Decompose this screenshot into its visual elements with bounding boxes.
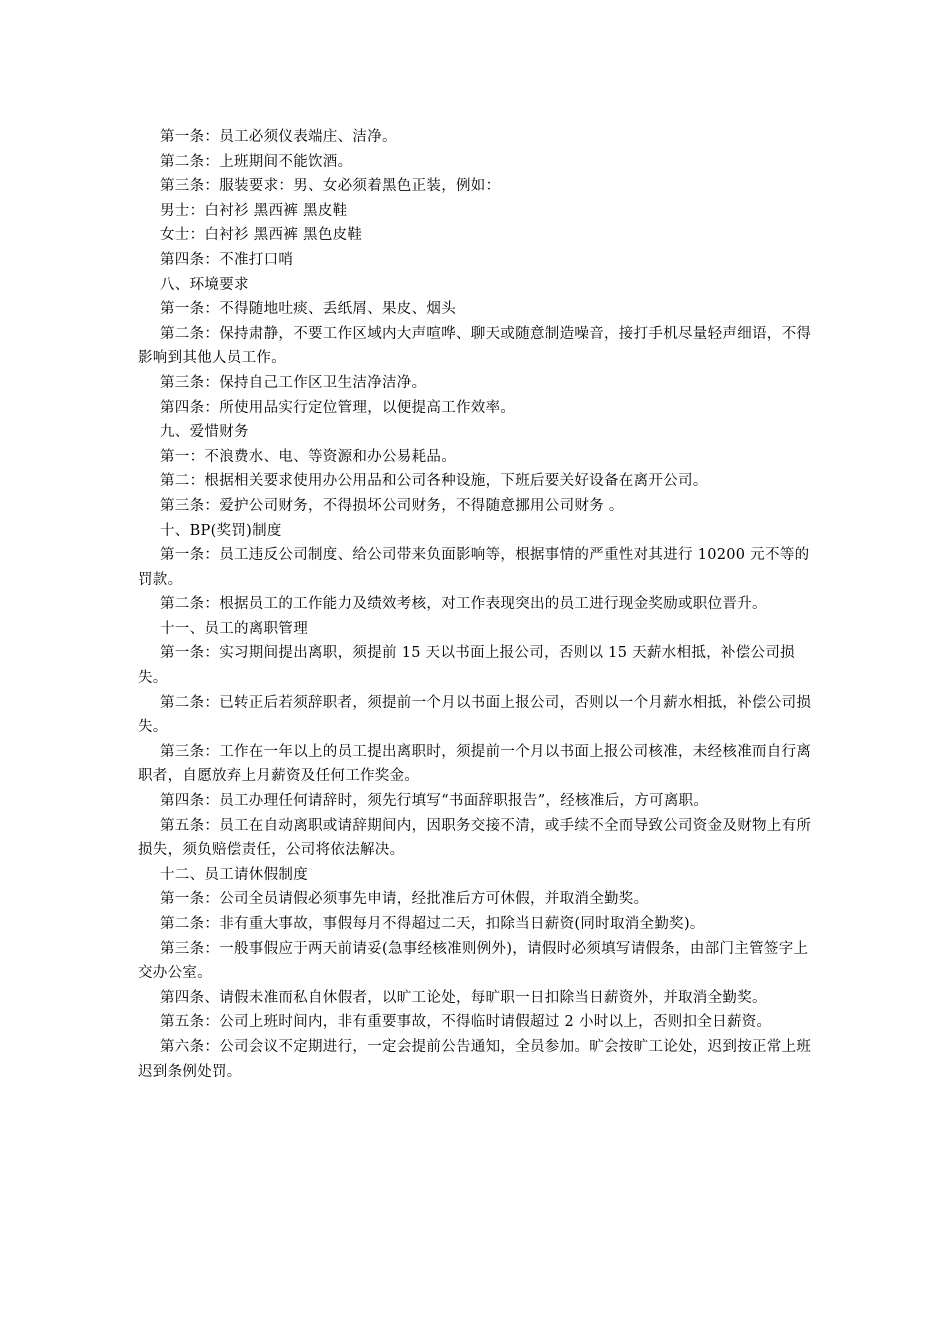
leave-rule-5: 第五条：公司上班时间内，非有重要事故，不得临时请假超过 2 小时以上，否则扣全日薪资。	[160, 1014, 772, 1031]
leave-rule-2: 第二条：非有重大事故，事假每月不得超过二天，扣除当日薪资(同时取消全勤奖)。	[160, 916, 705, 932]
environment-rule-3: 第三条：保持自己工作区卫生洁净洁净。	[160, 374, 427, 391]
rule-appearance: 第一条：员工必须仪表端庄、洁净。	[160, 129, 397, 145]
rewards-rule-2: 第二条：根据员工的工作能力及绩效考核，对工作表现突出的员工进行现金奖励或职位晋升。	[160, 596, 767, 613]
environment-rule-4: 第四条：所使用品实行定位管理，以便提高工作效率。	[160, 399, 516, 416]
leave-rule-3: 第三条：一般事假应于两天前请妥(急事经核准则例外)，请假时必须填写请假条，由部门主管签字上交办公室。	[138, 940, 809, 982]
rule-dress-code: 第三条：服装要求：男、女必须着黑色正装，例如：	[160, 178, 501, 195]
environment-rule-1: 第一条：不得随地吐痰、丢纸屑、果皮、烟头	[160, 301, 456, 318]
property-rule-3: 第三条：爱护公司财务，不得损坏公司财务，不得随意挪用公司财务 。	[160, 497, 624, 514]
resignation-rule-2: 第二条：已转正后若须辞职者，须提前一个月以书面上报公司，否则以一个月薪水相抵，补偿公司损失。	[138, 694, 812, 736]
property-rule-2: 第二：根据相关要求使用办公用品和公司各种设施，下班后要关好设备在离开公司。	[160, 473, 708, 490]
document-body	[138, 125, 812, 1084]
rewards-rule-1: 第一条：员工违反公司制度、给公司带来负面影响等，根据事情的严重性对其进行 10200 元不等的罚款。	[138, 547, 810, 588]
property-rule-1: 第一：不浪费水、电、等资源和办公易耗品。	[160, 448, 456, 465]
section-heading-leave: 十二、员工请休假制度	[160, 866, 308, 883]
dress-code-men: 男士：白衬衫 黑西裤 黑皮鞋	[160, 202, 348, 219]
leave-rule-1: 第一条：公司全员请假必须事先申请，经批准后方可休假，并取消全勤奖。	[160, 891, 649, 908]
section-heading-rewards-penalties: 十、BP(奖罚)制度	[160, 522, 282, 539]
dress-code-women: 女士：白衬衫 黑西裤 黑色皮鞋	[160, 227, 363, 244]
section-heading-environment: 八、环境要求	[160, 276, 249, 293]
rule-no-drinking: 第二条：上班期间不能饮酒。	[160, 153, 353, 170]
section-heading-resignation: 十一、员工的离职管理	[160, 620, 308, 637]
section-heading-property: 九、爱惜财务	[160, 424, 249, 441]
resignation-rule-3: 第三条：工作在一年以上的员工提出离职时，须提前一个月以书面上报公司核准，未经核准而自行离职者，自愿放弃上月薪资及任何工作奖金。	[138, 743, 812, 785]
resignation-rule-4: 第四条：员工办理任何请辞时，须先行填写“书面辞职报告”，经核准后，方可离职。	[160, 793, 709, 810]
environment-rule-2: 第二条：保持肃静，不要工作区域内大声喧哗、聊天或随意制造噪音，接打手机尽量轻声细语，不得影响到其他人员工作。	[138, 325, 812, 367]
rule-no-whistling: 第四条：不准打口哨	[160, 251, 294, 268]
leave-rule-4: 第四条、请假未准而私自休假者，以旷工论处，每旷职一日扣除当日薪资外，并取消全勤奖。	[160, 989, 767, 1006]
resignation-rule-5: 第五条：员工在自动离职或请辞期间内，因职务交接不清，或手续不全而导致公司资金及财物上有所损失，须负赔偿责任，公司将依法解决。	[138, 817, 812, 859]
resignation-rule-1: 第一条：实习期间提出离职，须提前 15 天以书面上报公司，否则以 15 天薪水相抵，补偿公司损失。	[138, 645, 795, 687]
leave-rule-6: 第六条：公司会议不定期进行，一定会提前公告通知，全员参加。旷会按旷工论处，迟到按正常上班迟到条例处罚。	[138, 1038, 812, 1080]
